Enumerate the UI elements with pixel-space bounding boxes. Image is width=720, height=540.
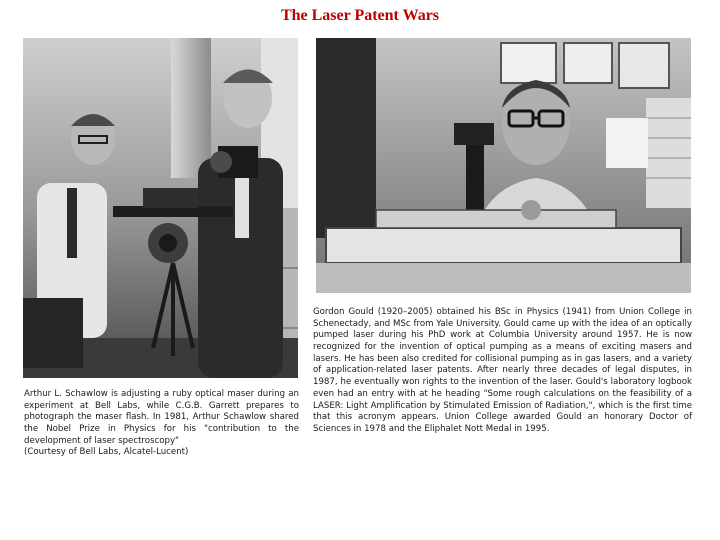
photo-left-image bbox=[23, 38, 298, 378]
caption-left-text: Arthur L. Schawlow is adjusting a ruby optical maser during an experiment at Bell Labs, while C.G.B. Garrett prepares to photograph the maser flash. In 1981, Arthur Schawlow shared the Nobel Prize in Physics for his "contribution to the development of laser spectroscopy" bbox=[24, 389, 299, 446]
caption-right-text: Gordon Gould (1920–2005) obtained his BSc in Physics (1941) from Union College in Schenectady, and MSc from Yale University. Gould came up with the idea of an optically pumped laser during his PhD work at Columbia University around 1957. He is now recognized for the invention of optical pumping as a means of exciting masers and lasers. He has been also credited for collisional pumping as in gas lasers, and a variety of application-related laser patents. After nearly three decades of legal disputes, in 1987, he eventually won rights to the invention of the laser. Gould's laboratory logbook even had an entry with at he heading "Some rough calculations on the feasibility of a LASER: Light Amplification by Stimulated Emission of Radiation,", which is the first time that this acronym appears. Union College awarded Gould an honorary Doctor of Sciences in 1978 and the Eliphalet Nott Medal in 1995. bbox=[313, 307, 692, 434]
caption-left bbox=[24, 389, 299, 459]
caption-right bbox=[313, 307, 692, 436]
gordon-gould-photo bbox=[316, 38, 691, 293]
page-title: The Laser Patent Wars bbox=[280, 7, 440, 24]
schawlow-garrett-photo bbox=[23, 38, 298, 378]
caption-left-credit: (Courtesy of Bell Labs, Alcatel-Lucent) bbox=[24, 447, 189, 458]
photo-right-image bbox=[316, 38, 691, 293]
